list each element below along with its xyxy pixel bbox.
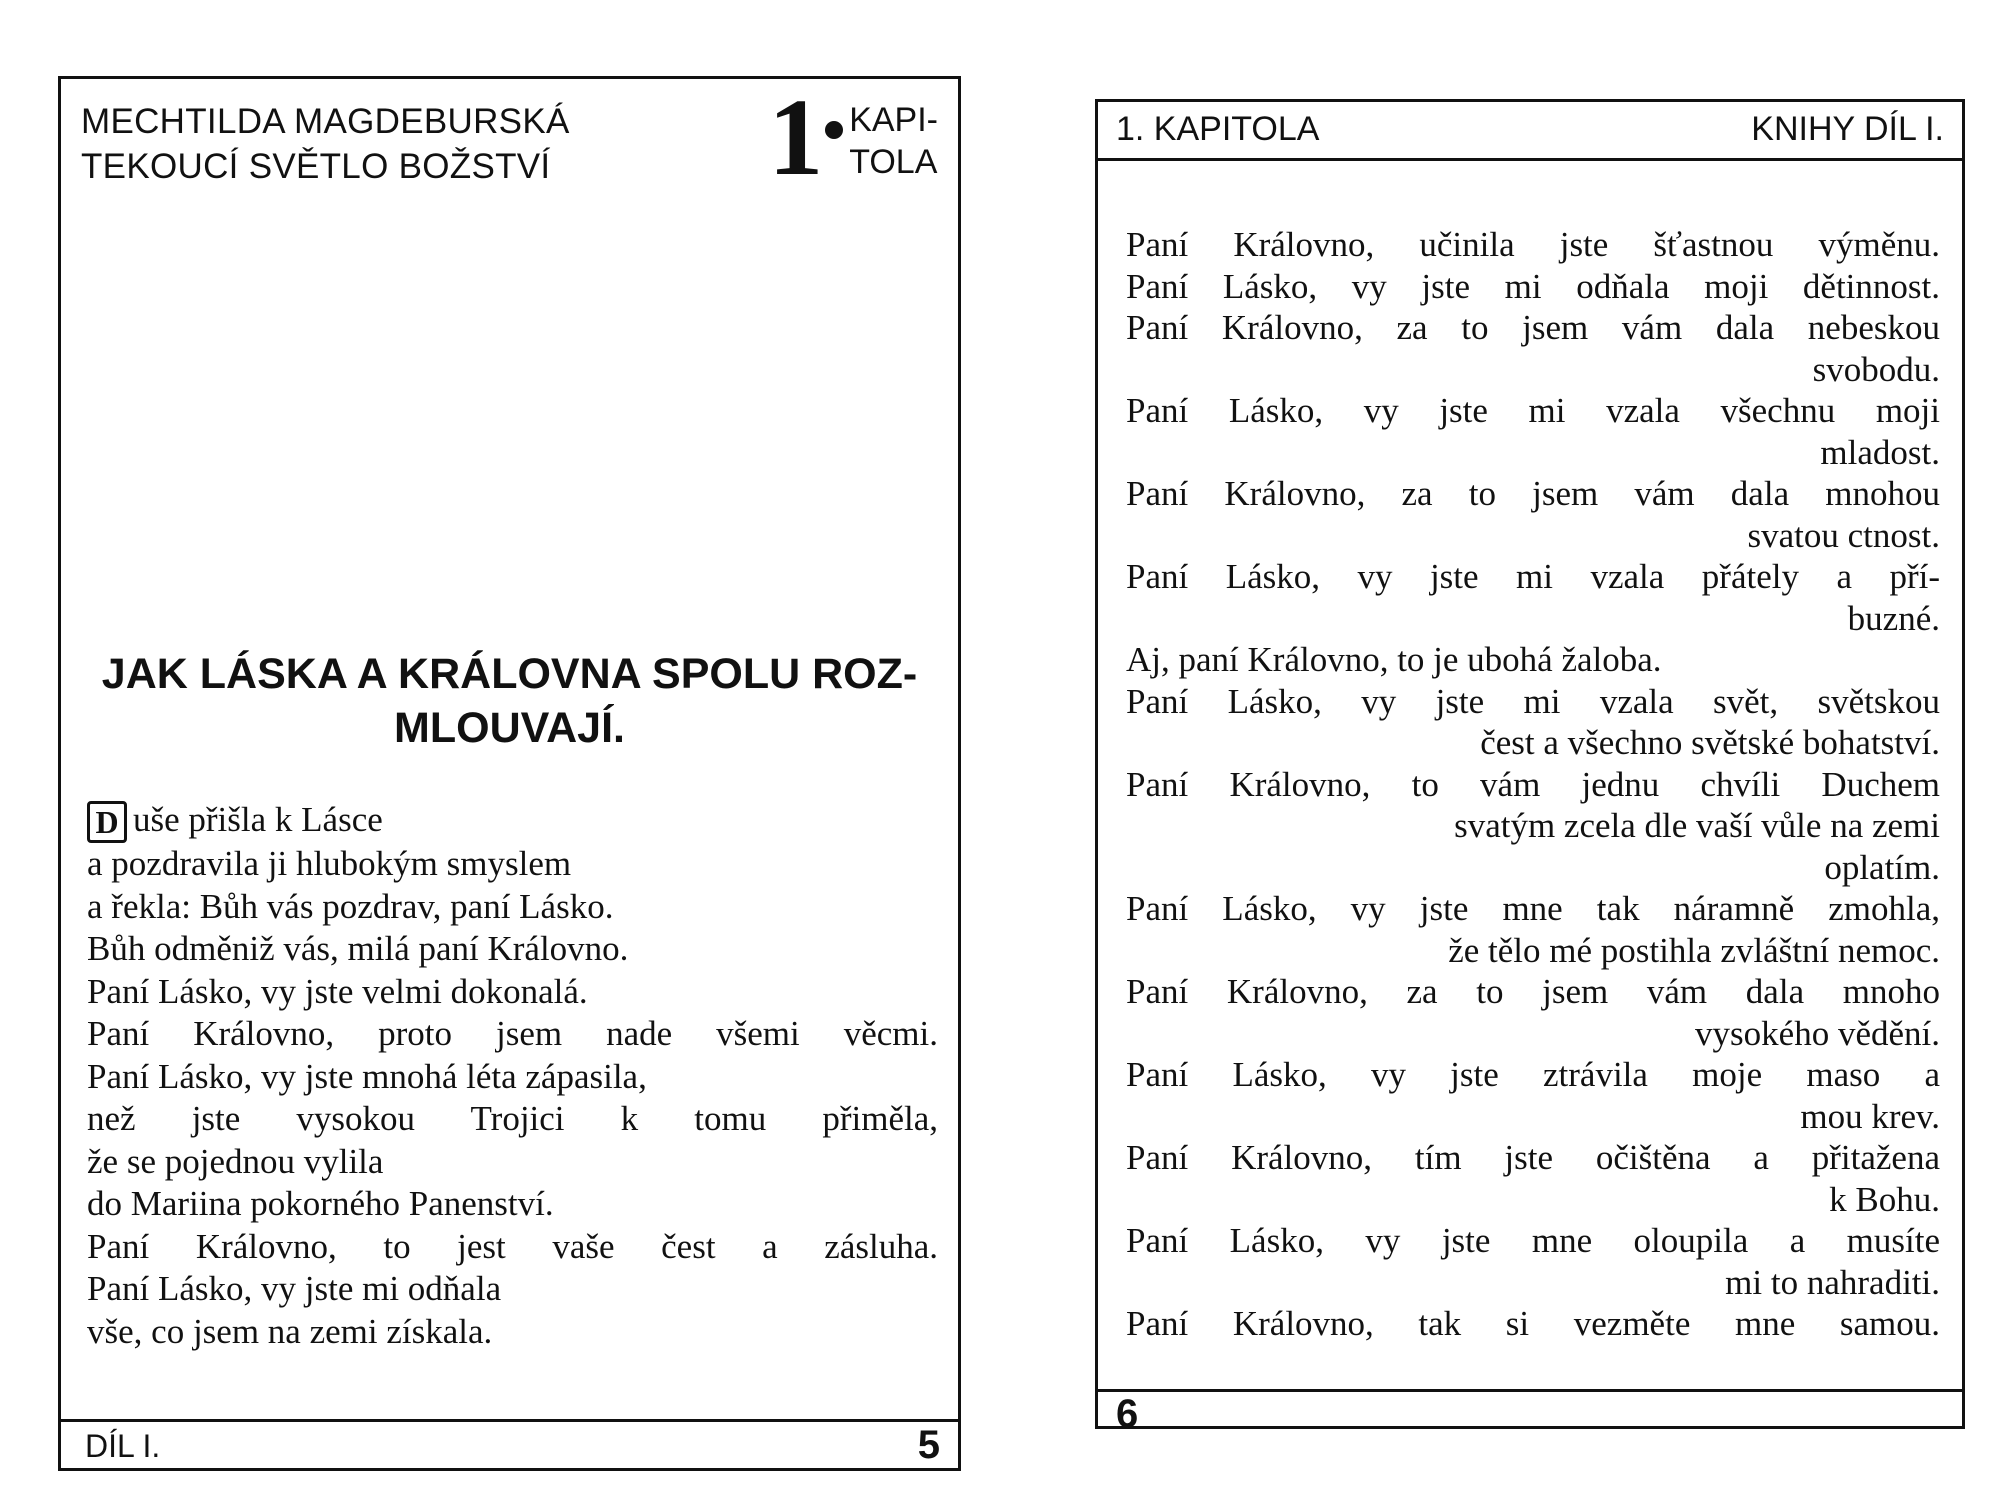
book-title: TEKOUCÍ SVĚTLO BOŽSTVÍ <box>81 147 551 186</box>
page-number: 6 <box>1116 1392 1139 1436</box>
page-number: 5 <box>917 1423 940 1467</box>
footer-rule <box>1098 1389 1962 1392</box>
poem-line: mou krev. <box>1800 1096 1940 1136</box>
poem-line: Paní Lásko, vy jste mne oloupila a musíte <box>1126 1221 1940 1260</box>
poem-line: svatým zcela dle vaší vůle na zemi <box>1454 806 1940 845</box>
poem-line: Paní Královno, za to jsem vám dala nebeskou <box>1126 308 1940 347</box>
poem-line: Paní Královno, to vám jednu chvíli Duchem <box>1126 764 1940 804</box>
chapter-word <box>849 91 938 183</box>
poem-line: mi to nahraditi. <box>1725 1262 1940 1302</box>
chapter-title-line1: JAK LÁSKA A KRÁLOVNA SPOLU ROZ- <box>101 650 918 698</box>
running-header <box>81 99 570 189</box>
poem-line: čest a všechno světské bohatství. <box>1480 723 1940 762</box>
poem-line: že se pojednou vylila <box>87 1141 384 1181</box>
poem-line: Paní Lásko, vy jste mi odňala <box>87 1269 502 1308</box>
poem-line: Paní Královno, tím jste očištěna a přitažena <box>1126 1138 1940 1177</box>
poem-line: Paní Lásko, vy jste mne tak náramně zmohla, <box>1126 889 1940 928</box>
poem-line: Paní Královno, učinila jste šťastnou výměnu. <box>1126 225 1940 264</box>
first-line-text: uše přišla k Lásce <box>133 800 383 839</box>
chapter-title <box>81 647 938 755</box>
poem-line: Paní Lásko, vy jste mi vzala všechnu moji <box>1126 391 1940 430</box>
chapter-word-line2: TOLA <box>849 143 938 181</box>
poem-line: a pozdravila ji hlubokým smyslem <box>87 844 572 883</box>
footer-part-label: DÍL I. <box>85 1428 161 1464</box>
poem-line: Paní Královno, tak si vezměte mne samou. <box>1126 1304 1940 1343</box>
poem-line-first <box>87 799 938 843</box>
drop-cap: D <box>87 801 127 843</box>
poem-line: vysokého vědění. <box>1695 1013 1940 1053</box>
poem-line: Paní Královno, to jest vaše čest a zásluha. <box>87 1226 938 1266</box>
chapter-title-line2: MLOUVAJÍ. <box>394 704 625 752</box>
poem-line: Paní Královno, proto jsem nade všemi věcmi. <box>87 1014 938 1053</box>
poem-line: oplatím. <box>1824 847 1940 887</box>
right-page <box>1095 99 1965 1436</box>
poem-line: vše, co jsem na zemi získala. <box>87 1311 493 1351</box>
poem-line: Aj, paní Královno, to je ubohá žaloba. <box>1126 640 1662 679</box>
poem-line: Paní Lásko, vy jste ztrávila moje maso a <box>1126 1055 1940 1094</box>
chapter-number: 1 <box>768 76 824 198</box>
poem-line: Paní Lásko, vy jste velmi dokonalá. <box>87 971 588 1011</box>
poem-line: než jste vysokou Trojici k tomu přiměla, <box>87 1099 938 1138</box>
header-chapter: 1. KAPITOLA <box>1116 110 1320 148</box>
chapter-mark <box>768 76 938 198</box>
footer-rule <box>61 1419 958 1422</box>
chapter-dot <box>825 121 843 139</box>
poem-line: že tělo mé postihla zvláštní nemoc. <box>1448 930 1940 970</box>
poem-line: Paní Lásko, vy jste mi vzala přátely a pří- <box>1126 557 1940 596</box>
poem-line: buzné. <box>1847 598 1940 638</box>
poem-line: a řekla: Bůh vás pozdrav, paní Lásko. <box>87 886 614 926</box>
left-page <box>58 76 961 1471</box>
poem-line: Paní Královno, za to jsem vám dala mnohou <box>1126 474 1940 513</box>
poem-line: k Bohu. <box>1829 1179 1940 1219</box>
poem-line: svatou ctnost. <box>1747 515 1940 555</box>
poem-line: Paní Královno, za to jsem vám dala mnoho <box>1126 972 1940 1011</box>
poem-text <box>1126 224 1940 1345</box>
poem-line: Bůh odměniž vás, milá paní Královno. <box>87 929 629 968</box>
poem-line: mladost. <box>1820 432 1940 472</box>
poem-line: Paní Lásko, vy jste mi vzala svět, světskou <box>1126 681 1940 721</box>
poem-line: do Mariina pokorného Panenství. <box>87 1184 554 1223</box>
poem-line: Paní Lásko, vy jste mnohá léta zápasila, <box>87 1056 647 1096</box>
chapter-word-line1: KAPI- <box>849 101 938 139</box>
author-name: MECHTILDA MAGDEBURSKÁ <box>81 102 570 141</box>
running-header <box>1098 102 1962 161</box>
poem-text <box>87 799 938 1353</box>
poem-line: svobodu. <box>1812 349 1940 389</box>
header-book-part: KNIHY DÍL I. <box>1751 110 1944 148</box>
poem-line: Paní Lásko, vy jste mi odňala moji dětinnost. <box>1126 266 1940 306</box>
